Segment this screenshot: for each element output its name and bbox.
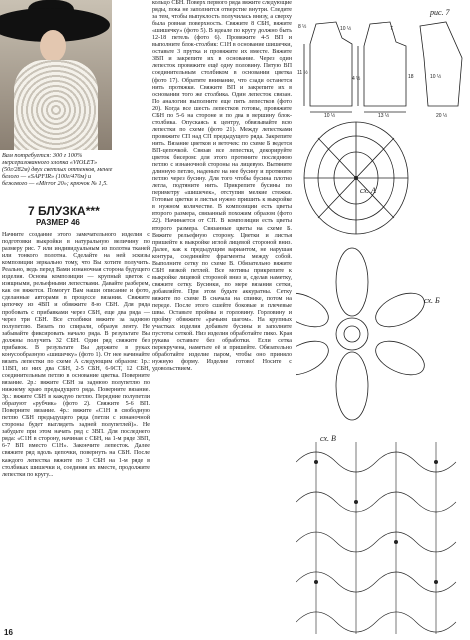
measure-5: 10 ½ xyxy=(324,113,336,118)
measure-2: 11 ½ xyxy=(297,70,308,76)
instructions-column-1: Начните создание этого замечательного изделия с подготовки выкройки в натуральную величину по размеру рис. 7 или индивидуальным из полотна тканей или тонкого полотна. Сделайте на ней эскизы композиции зеркально тому, что Вы хотите получить. Реально, ведь перед Вами изнаночная сторона будущего изделия. Основа композиции — крупный цветок с изящными, рельефными лепестками. Давайте разберем, как он вяжется. Помогут Вам наши описание и фото, сделанные авторами в процессе вязания. Свяжите цепочку из 4ВП и обвяжите 8-ю СБН. Для ряда пробовать с прибавками через СБН, еще два ряда — через три СБН. Все столбики вяжите за заднюю полупетлю. Вязать по спирали, образуя ленту. Не забывайте фиксировать начало ряда. В результате Вы должны получить 32 СБН. Один ряд свяжите без прибавок. В результате Вы держите в руках конусообразную «шишечку» (фото 1). От нее начинайте вязать лепестки по схеме А следующим образом: 1р.: 11ВП, из них два СБН, 2-5 СБН, 6-9СТ, 12 СБН, соединительным петлю в основание цветка. Поверните вязание. 2р.: вяжите СБН за заднюю полупетлю по нижнему краю предыдущего ряда. Поверните вязание. 3р.: вяжите СБН в каждую петлю. Передние полупетли образуют «рубчик» (фото 2). Свяжите 5-6 ВП. Поверните вязание. 4р.: вяжите «С1Н в свободную петлю СБН предыдущего ряда (петли с изнаночной стороны будет выглядеть задней полупетлей)». Не забудьте при этом начать ряд с 3ВП. Для последнего ряда: «С1Н в сторону, начиная с СБН, на 1-м ряде 3ВП, 6-7 ВП вместо С1Н». Закончите лепесток. Далее свяжите ряд вдоль цепочки, повернуть на СБН. После каждого лепестка вяжите по 3 СБН на 1-м ряде в столбиках шишечки и, соединяя их вместе, продолжите лепестки по кругу... xyxy=(2,232,150,478)
measure-1: 8 ½ xyxy=(298,24,307,30)
page-number: 16 xyxy=(4,628,13,637)
pattern-schematic xyxy=(296,18,468,118)
materials-text: Вам потребуется: 300 г 100% мерсеризованного хлопка «VIOLET» (50г/282м) двух светлых оттенков, менее белого — «SAPFIR» (100г/470м) и бежевого — «Mirror 20»; крючок № 1,5. xyxy=(2,152,113,188)
measure-6: 13 ½ xyxy=(378,113,390,118)
measure-3: 10 ½ xyxy=(340,26,352,32)
lace-blouse xyxy=(14,60,98,150)
measure-10: 7 xyxy=(390,26,393,32)
instructions-column-2: кольцо СБН. Поверх первого ряда вяжите следующие ряды, пока не заполнится отверстие внутри. Следите за тем, чтобы выпуклость получилась внизу, а сверху была ровная поверхность. Свяжите 8 СБН, вяжите «шишечку» (фото 5). В идеале по кругу должно быть 12-18 петель (фото 6). Провяжите 4-5 ВП и выполните блок-столбик: С1Н в основание шишечки, оставьте 3 прутка и провяжите их вместе. Вяжите 3ВП и закрепите их в основание. Через один лепесток провяжите ещё одну половину. Пятую ВП соединительным столбиком в основании цветка (фото 17). Обратите внимание, что сзади останется нить протяжки. Свяжите ВП и закрепите их в основании того же столбика. Один лепесток связан. По аналогии выполните еще пять лепестков (фото 20). Когда все шесть лепестков готовы, провяжите СБН по 5-6 на стороне и по два в вершину блок-столбика. Опускаясь к центру, обвязывайте всю лепестки по схеме (фото 21). Между лепестками провяжите СП над СП предыдущего ряда. Закрепите нить. Вязание цветков и веточек: по схеме Б ведется ВП-цепочкой. Связав все лепестки, декорируйте цветок бисером: для этого протяните последнюю петлю с изнаночной стороны на лицевую. Вытяните длинную петлю, наденьте на нее бусину и протяните петлю через бусину. Для того чтобы бусина плотно легла, подтяните нить. Прикрепите бусины по периметру «шишечек», отступив мелкие стежки. Готовые цветки и листья нужно пришить к выкройке в нужном количестве. В композиции есть цветы второго размера, связанный похожим образом (фото 22). Начинается от СП. В композиции есть цветы второго размера. Связанные цветы на схеме Б. Вяжите рельефную сторону. Цветки и листья пришейте к выкройке иглой лицевой стороной вниз. Далее, как к предыдущим вариантом, не нарушая контура, соединяйте фрагменты между собой. Выполните сетку по схеме В. Обязательно вяжите СБН вязкой петлей. Все мотивы прикрепите к выкройке лицевой стороной вниз и, сделав наметку, свяжите сетку. Бусинки, по мере вязания сетки, добавляйте. При этом будьте аккуратны. Сетку вяжите по схеме В сначала на спинке, потом на переде. После этого сшейте боковые и плечевые швы. Оставьте проймы и горловину. Горловину и пройму обвяжите «рачьим шагом». На крупных участках изделия добавьте бусины и заполните пустоты сеткой. Низ изделия обработайте пико. Края рукава оставьте без обработки. Если сетка перекручена, наметьте её и пришейте. Обязательно обработайте изделие паром, чтобы оно приняло нужную форму. Изделие готово! Носите с удовольствием. xyxy=(152,0,292,373)
model-photo xyxy=(0,0,112,150)
measure-4: 4 ½ xyxy=(352,76,361,82)
measure-9: 20 ½ xyxy=(436,113,448,118)
diagram-a-label: сх. А xyxy=(360,186,376,195)
measure-8: 10 ½ xyxy=(430,74,442,80)
diagram-a xyxy=(296,120,426,238)
diagram-c xyxy=(296,442,468,634)
model-face xyxy=(40,30,66,62)
measure-7: 18 xyxy=(408,74,414,80)
diagram-b xyxy=(296,234,426,434)
article-size: РАЗМЕР 46 xyxy=(36,218,80,227)
article-title: 7 БЛУЗКА*** xyxy=(28,204,100,218)
figure-label: рис. 7 xyxy=(430,8,450,17)
diagram-c-label: сх. В xyxy=(320,434,336,443)
diagram-b-label: сх. Б xyxy=(424,296,440,305)
